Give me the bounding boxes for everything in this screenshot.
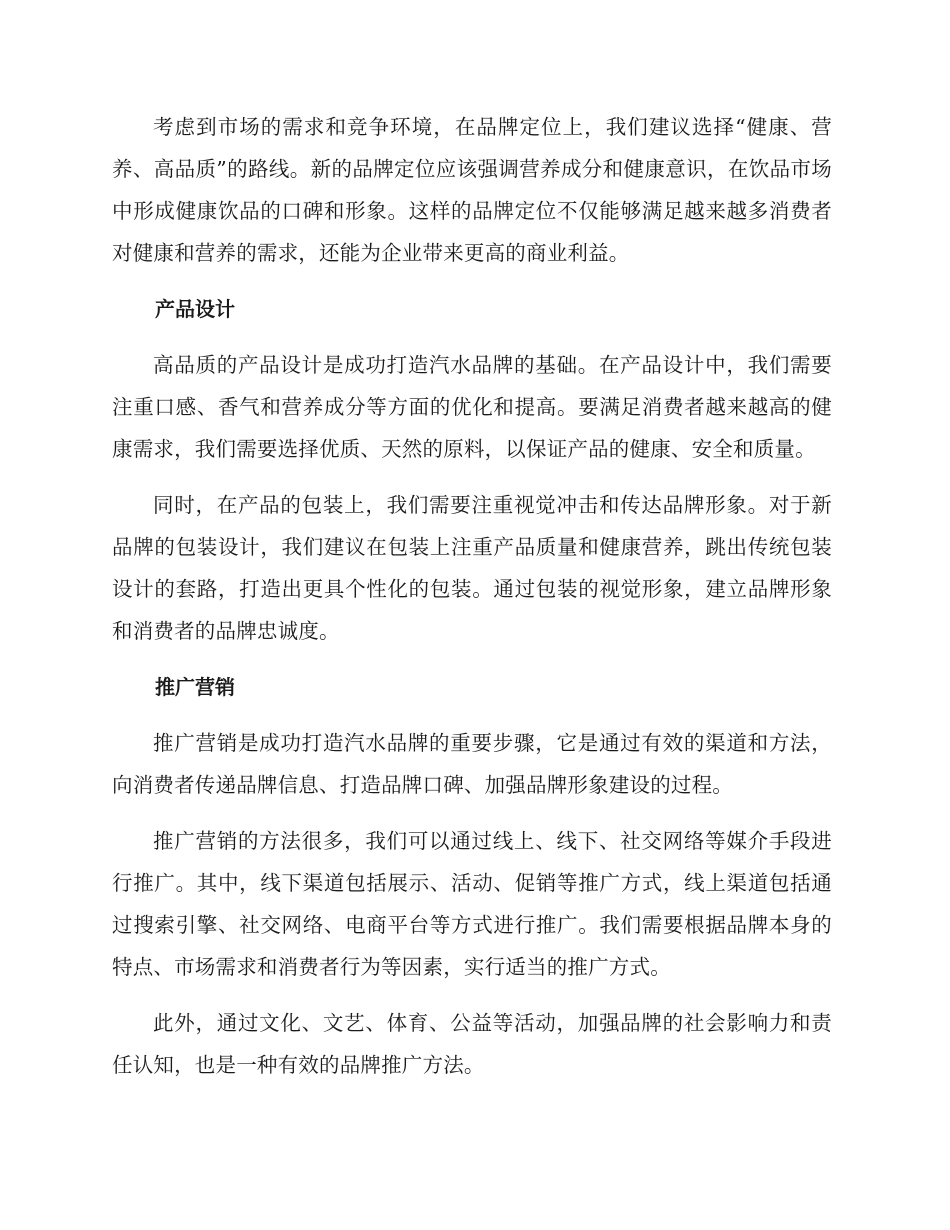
paragraph-promotion-methods: 推广营销的方法很多，我们可以通过线上、线下、社交网络等媒介手段进行推广。其中，线下渠道包括展示、活动、促销等推广方式，线上渠道包括通过搜索引擎、社交网络、电商平台等方式进行推广。我们需要根据品牌本身的特点、市场需求和消费者行为等因素，实行适当的推广方式。 xyxy=(112,829,832,979)
paragraph-product-design-quality: 高品质的产品设计是成功打造汽水品牌的基础。在产品设计中，我们需要注重口感、香气和营养成分等方面的优化和提高。要满足消费者越来越高的健康需求，我们需要选择优质、天然的原料，以保证产品的健康、安全和质量。 xyxy=(112,353,832,461)
section-heading-promotion-marketing: 推广营销 xyxy=(155,675,235,699)
paragraph-promotion-activities: 此外，通过文化、文艺、体育、公益等活动，加强品牌的社会影响力和责任认知，也是一种有效的品牌推广方法。 xyxy=(112,1011,832,1077)
paragraph-promotion-definition: 推广营销是成功打造汽水品牌的重要步骤，它是通过有效的渠道和方法，向消费者传递品牌信息、打造品牌口碑、加强品牌形象建设的过程。 xyxy=(112,731,832,797)
paragraph-product-packaging: 同时，在产品的包装上，我们需要注重视觉冲击和传达品牌形象。对于新品牌的包装设计，我们建议在包装上注重产品质量和健康营养，跳出传统包装设计的套路，打造出更具个性化的包装。通过包装的视觉形象，建立品牌形象和消费者的品牌忠诚度。 xyxy=(112,493,832,643)
document-page xyxy=(112,106,832,1100)
paragraph-brand-positioning: 考虑到市场的需求和竞争环境，在品牌定位上，我们建议选择“健康、营养、高品质”的路线。新的品牌定位应该强调营养成分和健康意识，在饮品市场中形成健康饮品的口碑和形象。这样的品牌定位不仅能够满足越来越多消费者对健康和营养的需求，还能为企业带来更高的商业利益。 xyxy=(112,115,832,265)
section-heading-product-design: 产品设计 xyxy=(155,297,235,321)
